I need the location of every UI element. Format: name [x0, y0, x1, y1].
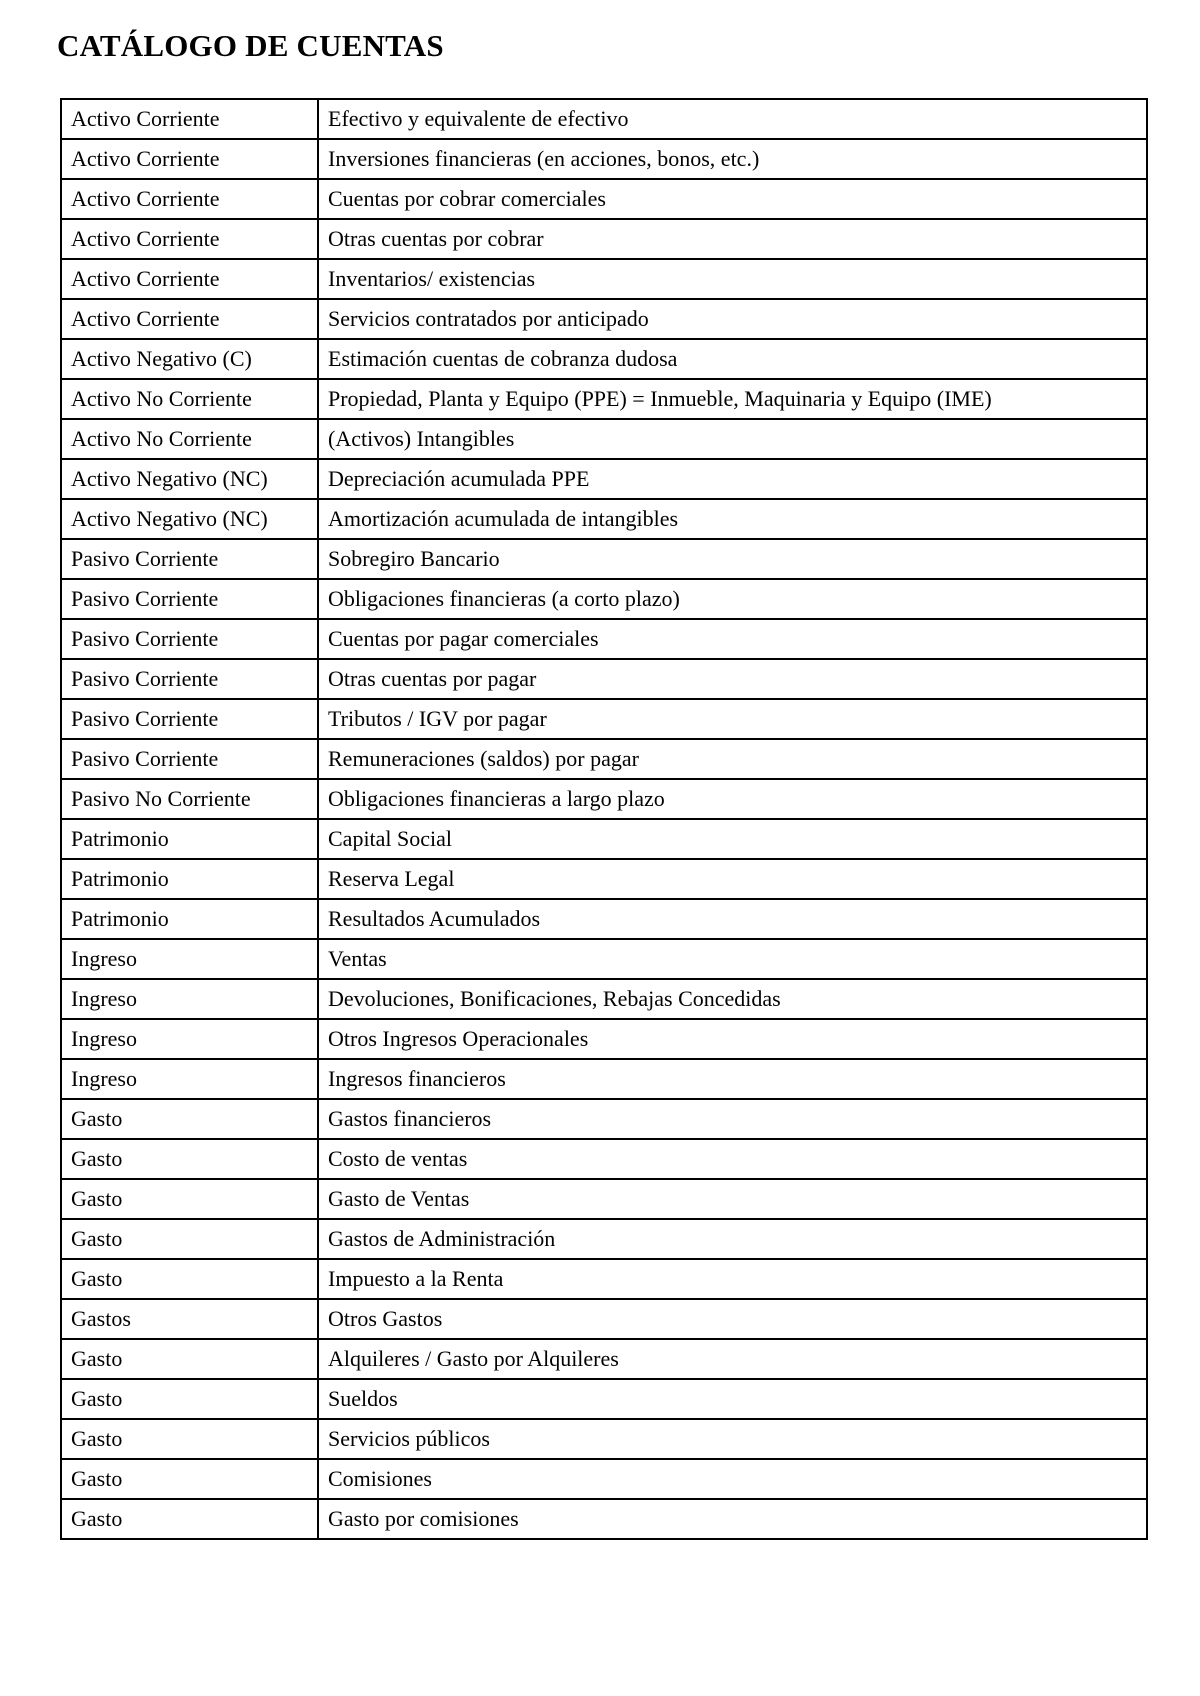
account-name-cell: Capital Social: [318, 819, 1147, 859]
table-row: [61, 579, 1147, 619]
account-name-cell: Resultados Acumulados: [318, 899, 1147, 939]
account-type-cell: Activo Negativo (NC): [61, 499, 318, 539]
table-row: [61, 219, 1147, 259]
account-name-cell: Amortización acumulada de intangibles: [318, 499, 1147, 539]
account-name-cell: Ventas: [318, 939, 1147, 979]
account-name-cell: Sueldos: [318, 1379, 1147, 1419]
account-type-cell: Gasto: [61, 1419, 318, 1459]
account-name-cell: Depreciación acumulada PPE: [318, 459, 1147, 499]
table-row: [61, 339, 1147, 379]
account-type-cell: Activo Corriente: [61, 299, 318, 339]
table-row: [61, 1499, 1147, 1539]
account-type-cell: Gasto: [61, 1379, 318, 1419]
account-type-cell: Activo Corriente: [61, 179, 318, 219]
account-name-cell: Devoluciones, Bonificaciones, Rebajas Concedidas: [318, 979, 1147, 1019]
account-name-cell: Ingresos financieros: [318, 1059, 1147, 1099]
account-type-cell: Patrimonio: [61, 859, 318, 899]
account-name-cell: Costo de ventas: [318, 1139, 1147, 1179]
table-row: [61, 1019, 1147, 1059]
account-name-cell: Efectivo y equivalente de efectivo: [318, 99, 1147, 139]
account-type-cell: Gastos: [61, 1299, 318, 1339]
table-row: [61, 1339, 1147, 1379]
account-type-cell: Gasto: [61, 1499, 318, 1539]
table-row: [61, 1299, 1147, 1339]
page-title: CATÁLOGO DE CUENTAS: [57, 28, 444, 63]
account-name-cell: Inventarios/ existencias: [318, 259, 1147, 299]
account-name-cell: Obligaciones financieras (a corto plazo): [318, 579, 1147, 619]
table-row: [61, 1179, 1147, 1219]
table-row: [61, 619, 1147, 659]
table-row: [61, 459, 1147, 499]
account-name-cell: Obligaciones financieras a largo plazo: [318, 779, 1147, 819]
account-type-cell: Gasto: [61, 1179, 318, 1219]
account-type-cell: Gasto: [61, 1139, 318, 1179]
table-row: [61, 1219, 1147, 1259]
account-name-cell: Impuesto a la Renta: [318, 1259, 1147, 1299]
account-type-cell: Pasivo Corriente: [61, 619, 318, 659]
account-type-cell: Patrimonio: [61, 899, 318, 939]
account-name-cell: Otros Gastos: [318, 1299, 1147, 1339]
table-row: [61, 859, 1147, 899]
table-row: [61, 819, 1147, 859]
account-type-cell: Ingreso: [61, 1059, 318, 1099]
account-type-cell: Gasto: [61, 1459, 318, 1499]
account-name-cell: Cuentas por pagar comerciales: [318, 619, 1147, 659]
account-type-cell: Pasivo Corriente: [61, 739, 318, 779]
account-name-cell: Tributos / IGV por pagar: [318, 699, 1147, 739]
table-row: [61, 1459, 1147, 1499]
table-row: [61, 1259, 1147, 1299]
table-row: [61, 699, 1147, 739]
account-name-cell: Reserva Legal: [318, 859, 1147, 899]
account-type-cell: Gasto: [61, 1339, 318, 1379]
account-type-cell: Activo Negativo (C): [61, 339, 318, 379]
account-type-cell: Activo Corriente: [61, 219, 318, 259]
account-name-cell: Cuentas por cobrar comerciales: [318, 179, 1147, 219]
table-row: [61, 739, 1147, 779]
account-name-cell: (Activos) Intangibles: [318, 419, 1147, 459]
table-row: [61, 539, 1147, 579]
account-type-cell: Pasivo Corriente: [61, 659, 318, 699]
account-type-cell: Pasivo Corriente: [61, 699, 318, 739]
account-type-cell: Pasivo Corriente: [61, 579, 318, 619]
account-type-cell: Ingreso: [61, 1019, 318, 1059]
account-type-cell: Pasivo Corriente: [61, 539, 318, 579]
account-type-cell: Ingreso: [61, 979, 318, 1019]
table-row: [61, 179, 1147, 219]
account-type-cell: Activo Corriente: [61, 139, 318, 179]
account-name-cell: Otros Ingresos Operacionales: [318, 1019, 1147, 1059]
account-name-cell: Gastos financieros: [318, 1099, 1147, 1139]
table-row: [61, 1379, 1147, 1419]
table-row: [61, 1139, 1147, 1179]
table-row: [61, 419, 1147, 459]
account-name-cell: Sobregiro Bancario: [318, 539, 1147, 579]
account-name-cell: Otras cuentas por cobrar: [318, 219, 1147, 259]
table-row: [61, 1059, 1147, 1099]
account-name-cell: Comisiones: [318, 1459, 1147, 1499]
account-type-cell: Activo Corriente: [61, 259, 318, 299]
account-name-cell: Propiedad, Planta y Equipo (PPE) = Inmueble, Maquinaria y Equipo (IME): [318, 379, 1147, 419]
account-name-cell: Estimación cuentas de cobranza dudosa: [318, 339, 1147, 379]
account-catalog-body: [61, 99, 1147, 1539]
account-type-cell: Patrimonio: [61, 819, 318, 859]
table-row: [61, 99, 1147, 139]
table-row: [61, 1099, 1147, 1139]
table-row: [61, 979, 1147, 1019]
table-row: [61, 659, 1147, 699]
table-row: [61, 299, 1147, 339]
table-row: [61, 899, 1147, 939]
account-catalog-table: [60, 98, 1148, 1540]
account-type-cell: Gasto: [61, 1099, 318, 1139]
table-row: [61, 779, 1147, 819]
account-name-cell: Inversiones financieras (en acciones, bonos, etc.): [318, 139, 1147, 179]
account-name-cell: Gasto de Ventas: [318, 1179, 1147, 1219]
table-row: [61, 259, 1147, 299]
account-type-cell: Activo Negativo (NC): [61, 459, 318, 499]
account-type-cell: Ingreso: [61, 939, 318, 979]
account-type-cell: Activo No Corriente: [61, 379, 318, 419]
account-name-cell: Gastos de Administración: [318, 1219, 1147, 1259]
account-type-cell: Pasivo No Corriente: [61, 779, 318, 819]
table-row: [61, 939, 1147, 979]
account-name-cell: Otras cuentas por pagar: [318, 659, 1147, 699]
table-row: [61, 499, 1147, 539]
account-name-cell: Alquileres / Gasto por Alquileres: [318, 1339, 1147, 1379]
account-name-cell: Servicios contratados por anticipado: [318, 299, 1147, 339]
account-name-cell: Remuneraciones (saldos) por pagar: [318, 739, 1147, 779]
account-type-cell: Gasto: [61, 1259, 318, 1299]
account-name-cell: Servicios públicos: [318, 1419, 1147, 1459]
table-row: [61, 379, 1147, 419]
table-row: [61, 1419, 1147, 1459]
table-row: [61, 139, 1147, 179]
account-type-cell: Gasto: [61, 1219, 318, 1259]
account-name-cell: Gasto por comisiones: [318, 1499, 1147, 1539]
account-type-cell: Activo Corriente: [61, 99, 318, 139]
account-type-cell: Activo No Corriente: [61, 419, 318, 459]
